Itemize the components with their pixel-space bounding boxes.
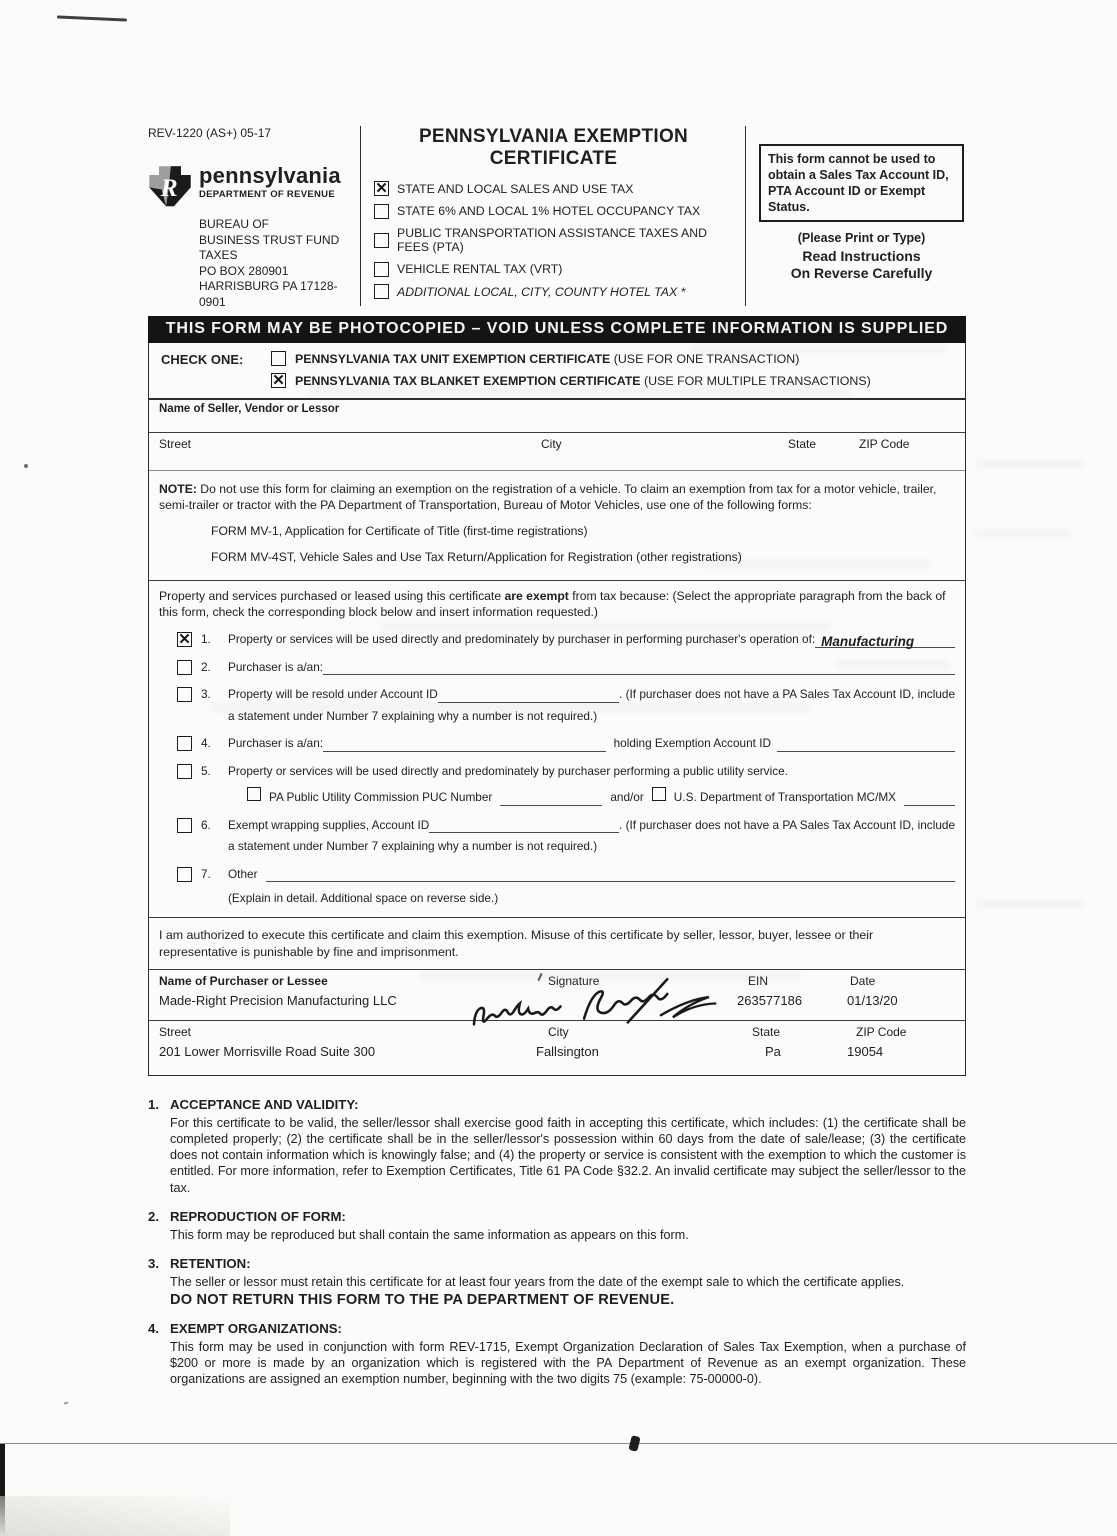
check-one-section [149,343,965,398]
ein-value: 263577186 [737,992,803,1008]
scan-shadow-artifact [0,1496,230,1536]
read-instructions-note: Read Instructions On Reverse Carefully [790,248,933,281]
form-title: PENNSYLVANIA EXEMPTION CERTIFICATE [418,126,689,169]
checkbox-vrt [374,262,389,277]
fill-in-line [429,819,619,833]
fill-in-line [323,738,606,752]
seller-street-label: Street [159,437,192,451]
checkbox-usdot-mcmx [652,787,666,801]
seller-city-label: City [541,437,562,451]
ink-dot-artifact [24,464,28,468]
tax-type-row: STATE 6% AND LOCAL 1% HOTEL OCCUPANCY TAX [374,204,733,219]
bleed-through-artifact [975,460,1085,468]
checkbox-reason-3 [177,687,192,702]
tax-type-row: PUBLIC TRANSPORTATION ASSISTANCE TAXES AND FEES (PTA) [374,226,733,254]
agency-logo-wordmark: pennsylvania [199,163,341,188]
purchaser-street-label: Street [159,1024,192,1039]
seller-name-field: Name of Seller, Vendor or Lessor [159,403,340,415]
purchaser-name-value: Made-Right Precision Manufacturing LLC [159,992,397,1008]
fill-in-line [777,738,955,752]
note-forms-list [211,524,955,565]
check-one-label: CHECK ONE: [161,352,244,367]
checkbox-additional-hotel-tax [374,284,389,299]
instruction-item: 2. REPRODUCTION OF FORM: This form may be reproduced but shall contain the same information as appears on this form. [148,1209,966,1243]
header-left-column [148,124,360,310]
blanket-certificate-option: ✕ PENNSYLVANIA TAX BLANKET EXEMPTION CERTIFICATE (USE FOR MULTIPLE TRANSACTIONS) [272,372,871,389]
checkbox-hotel-occupancy [374,204,389,219]
seller-zip-label: ZIP Code [859,437,910,451]
fill-in-line [815,634,955,648]
purchaser-city-value: Fallsington [536,1043,599,1059]
reason-row-1: ✕ 1. Property or services will be used directly and predominately by purchaser in performing purchaser's operation of: Manufacturing [159,632,955,648]
form-revision-code: REV-1220 (AS+) 05-17 [148,126,272,140]
checkbox-reason-6 [177,818,192,833]
reason-row-3: 3. Property will be resold under Account ID . (If purchaser does not have a PA Sales Tax Account ID, include a statement under Number 7 explaining why a number is not required.) [159,687,955,724]
instruction-body: This form may be used in conjunction with form REV-1715, Exempt Organization Declaration of Sales Tax Exemption, when a purchase of $200 or more is made by an organization which is registered with the PA Department of Revenue as an exempt organization. These organizations are assigned an exemption number, beginning with the two digits 75 (example: 75-00000-0). [170,1339,966,1387]
header-divider [745,126,746,306]
purchaser-address-values [149,1039,965,1075]
instruction-item: 3. RETENTION: The seller or lessor must retain this certificate for at least four years from the date of the exempt sale to which the certificate applies. DO NOT RETURN THIS FORM TO THE PA DEPARTMENT OF REVENUE. [148,1256,966,1307]
checkbox-pta [374,233,389,248]
vehicle-note-section: NOTE: Do not use this form for claiming an exemption on the registration of a vehicle. To claim an exemption from tax for a motor vehicle, trailer, semi-trailer or tractor with the PA Department of Transportation, Bureau of Motor Vehicles, use one of the following forms: FORM MV-1, Application for Certificate of Title (first-time registrations) FORM MV-4ST, Vehicle Sales and Use Tax Return/Application for Registration (other registrations) [149,471,965,580]
tax-type-row: VEHICLE RENTAL TAX (VRT) [374,262,733,277]
checkbox-reason-1-checked: ✕ [178,631,191,648]
purchaser-section [149,970,965,1075]
tax-type-row: ✕ STATE AND LOCAL SALES AND USE TAX [375,180,634,197]
instruction-body: For this certificate to be valid, the seller/lessor shall exercise good faith in accepting this certificate, which includes: (1) the certificate shall be completed properly; (2) the certificate shall be in the seller/lessor's possession within 60 days from the date of sale/lease; (3) the certificate does not contain information which is knowingly false; and (4) the property or service is consistent with the exemption to which the customer is entitled. For more information, refer to Exemption Certificates, Title 61 PA Code §32.2. An invalid certificate may subject the seller/lessor to the tax. [170,1115,966,1195]
fill-in-line [500,792,602,806]
header-center-column [360,124,745,310]
bleed-through-artifact [975,530,1070,538]
purchaser-state-label: State [752,1024,781,1039]
instruction-item: 4. EXEMPT ORGANIZATIONS: This form may be used in conjunction with form REV-1715, Exempt Organization Declaration of Sales Tax Exemption, when a purchase of $200 or more is made by an organization which is registered with the PA Department of Revenue as an exempt organization. These organizations are assigned an exemption number, beginning with the two digits 75 (example: 75-00000-0). [148,1320,966,1387]
reason-row-5: 5. Property or services will be used directly and predominately by purchaser performing a public utility service. PA Public Utility Commission PUC Number and/or U.S. Department of Transportation MC/MX [159,764,955,806]
instruction-body: The seller or lessor must retain this certificate for at least four years from the date of the exempt sale to which the certificate applies. [170,1275,905,1290]
header-divider [360,126,361,306]
reason-5-suboptions: PA Public Utility Commission PUC Number and/or U.S. Department of Transportation MC/MX [228,787,955,806]
checkbox-reason-2 [177,660,192,675]
reason-row-4: 4. Purchaser is a/an: holding Exemption Account ID [159,736,955,752]
svg-text:R: R [160,173,178,203]
authorization-statement: I am authorized to execute this certificate and claim this exemption. Misuse of this certificate by seller, lessor, buyer, lessee or their representative is punishable by fine and imprisonment. [159,927,874,959]
reason-row-7: 7. Other (Explain in detail. Additional space on reverse side.) [159,867,955,907]
seller-address-fields [149,433,965,470]
purchaser-city-label: City [548,1024,569,1039]
purchaser-zip-value: 19054 [847,1043,884,1059]
unit-certificate-option: PENNSYLVANIA TAX UNIT EXEMPTION CERTIFICATE (USE FOR ONE TRANSACTION) [271,351,871,366]
tax-type-row: ADDITIONAL LOCAL, CITY, COUNTY HOTEL TAX * [374,284,733,299]
form-mv1-line: FORM MV-1, Application for Certificate of Title (first-time registrations) [211,524,588,538]
form-header [148,124,966,310]
fill-in-line [266,868,955,882]
purchaser-zip-label: ZIP Code [856,1024,907,1039]
purchaser-name-label: Name of Purchaser or Lessee [159,973,328,988]
checkbox-reason-5 [177,764,192,779]
checkbox-puc-number [247,787,261,801]
print-or-type-note: (Please Print or Type) [797,231,926,245]
fill-in-line [323,661,955,675]
reason-row-6: 6. Exempt wrapping supplies, Account ID . (If purchaser does not have a PA Sales Tax Account ID, include a statement under Number 7 explaining why a number is not required.) [159,818,955,855]
instruction-heading: EXEMPT ORGANIZATIONS: [170,1320,342,1336]
checkbox-reason-4 [177,736,192,751]
pen-mark-artifact [57,15,127,21]
date-value: 01/13/20 [847,992,898,1008]
instruction-heading: RETENTION: [170,1256,251,1272]
bleed-through-artifact [975,900,1085,908]
checkbox-state-local-sales-checked: ✕ [375,180,388,197]
exemption-reasons-section [149,581,965,917]
agency-logo-subtitle: DEPARTMENT OF REVENUE [199,189,335,200]
photocopy-banner: THIS FORM MAY BE PHOTOCOPIED – VOID UNLESS COMPLETE INFORMATION IS SUPPLIED [148,316,966,343]
exemption-intro: Property and services purchased or leased using this certificate are exempt from tax because: (Select the appropriate paragraph from the back of this form, check the corresponding block below and insert information requested.) [159,589,946,619]
note-heading: NOTE: [159,482,197,496]
instruction-heading: ACCEPTANCE AND VALIDITY: [170,1096,359,1112]
instruction-heading: REPRODUCTION OF FORM: [170,1208,346,1224]
checkbox-unit-certificate [271,351,286,366]
fill-in-line [438,689,619,703]
handwritten-operation-value: Manufacturing [821,633,915,649]
checkbox-blanket-certificate-checked: ✕ [272,372,285,389]
cannot-be-used-notice: This form cannot be used to obtain a Sales Tax Account ID, PTA Account ID or Exempt Status. [759,144,964,222]
pa-keystone-logo-icon [148,164,192,208]
instruction-item: 1. ACCEPTANCE AND VALIDITY: For this certificate to be valid, the seller/lessor shall exercise good faith in accepting this certificate, which includes: (1) the certificate shall be completed properly; (2) the certificate shall be in the seller/lessor's possession within 60 days from the date of sale/lease; (3) the certificate does not contain information which is knowingly false; and (4) the property or service is consistent with the exemption to which the customer is entitled. For more information, refer to Exemption Certificates, Title 61 PA Code §32.2. An invalid certificate may subject the seller/lessor to the tax. [148,1096,966,1195]
purchaser-street-value: 201 Lower Morrisville Road Suite 300 [159,1043,376,1059]
seller-state-label: State [788,437,817,451]
agency-address: BUREAU OF BUSINESS TRUST FUND TAXES PO BOX 280901 HARRISBURG PA 17128-0901 [199,217,340,309]
reason-row-2: 2. Purchaser is a/an: [159,660,955,676]
tax-type-checklist [374,181,733,299]
form-mv4st-line: FORM MV-4ST, Vehicle Sales and Use Tax Return/Application for Registration (other registrations) [211,550,742,564]
signature-label: Signature [548,973,600,988]
back-instructions [148,1097,966,1388]
purchaser-state-value: Pa [765,1043,781,1059]
header-right-column [745,124,966,310]
ink-blob-artifact [628,1435,640,1452]
instruction-body: This form may be reproduced but shall contain the same information as appears on this form. [170,1227,689,1242]
paper-fold-line-artifact [0,1443,1117,1444]
speck-artifact [64,1401,68,1404]
do-not-return-warning: DO NOT RETURN THIS FORM TO THE PA DEPARTMENT OF REVENUE. [170,1291,675,1308]
fill-in-line [904,792,955,806]
ein-label: EIN [748,973,769,988]
checkbox-reason-7 [177,867,192,882]
certificate-body-box [148,343,966,1076]
date-label: Date [850,973,876,988]
